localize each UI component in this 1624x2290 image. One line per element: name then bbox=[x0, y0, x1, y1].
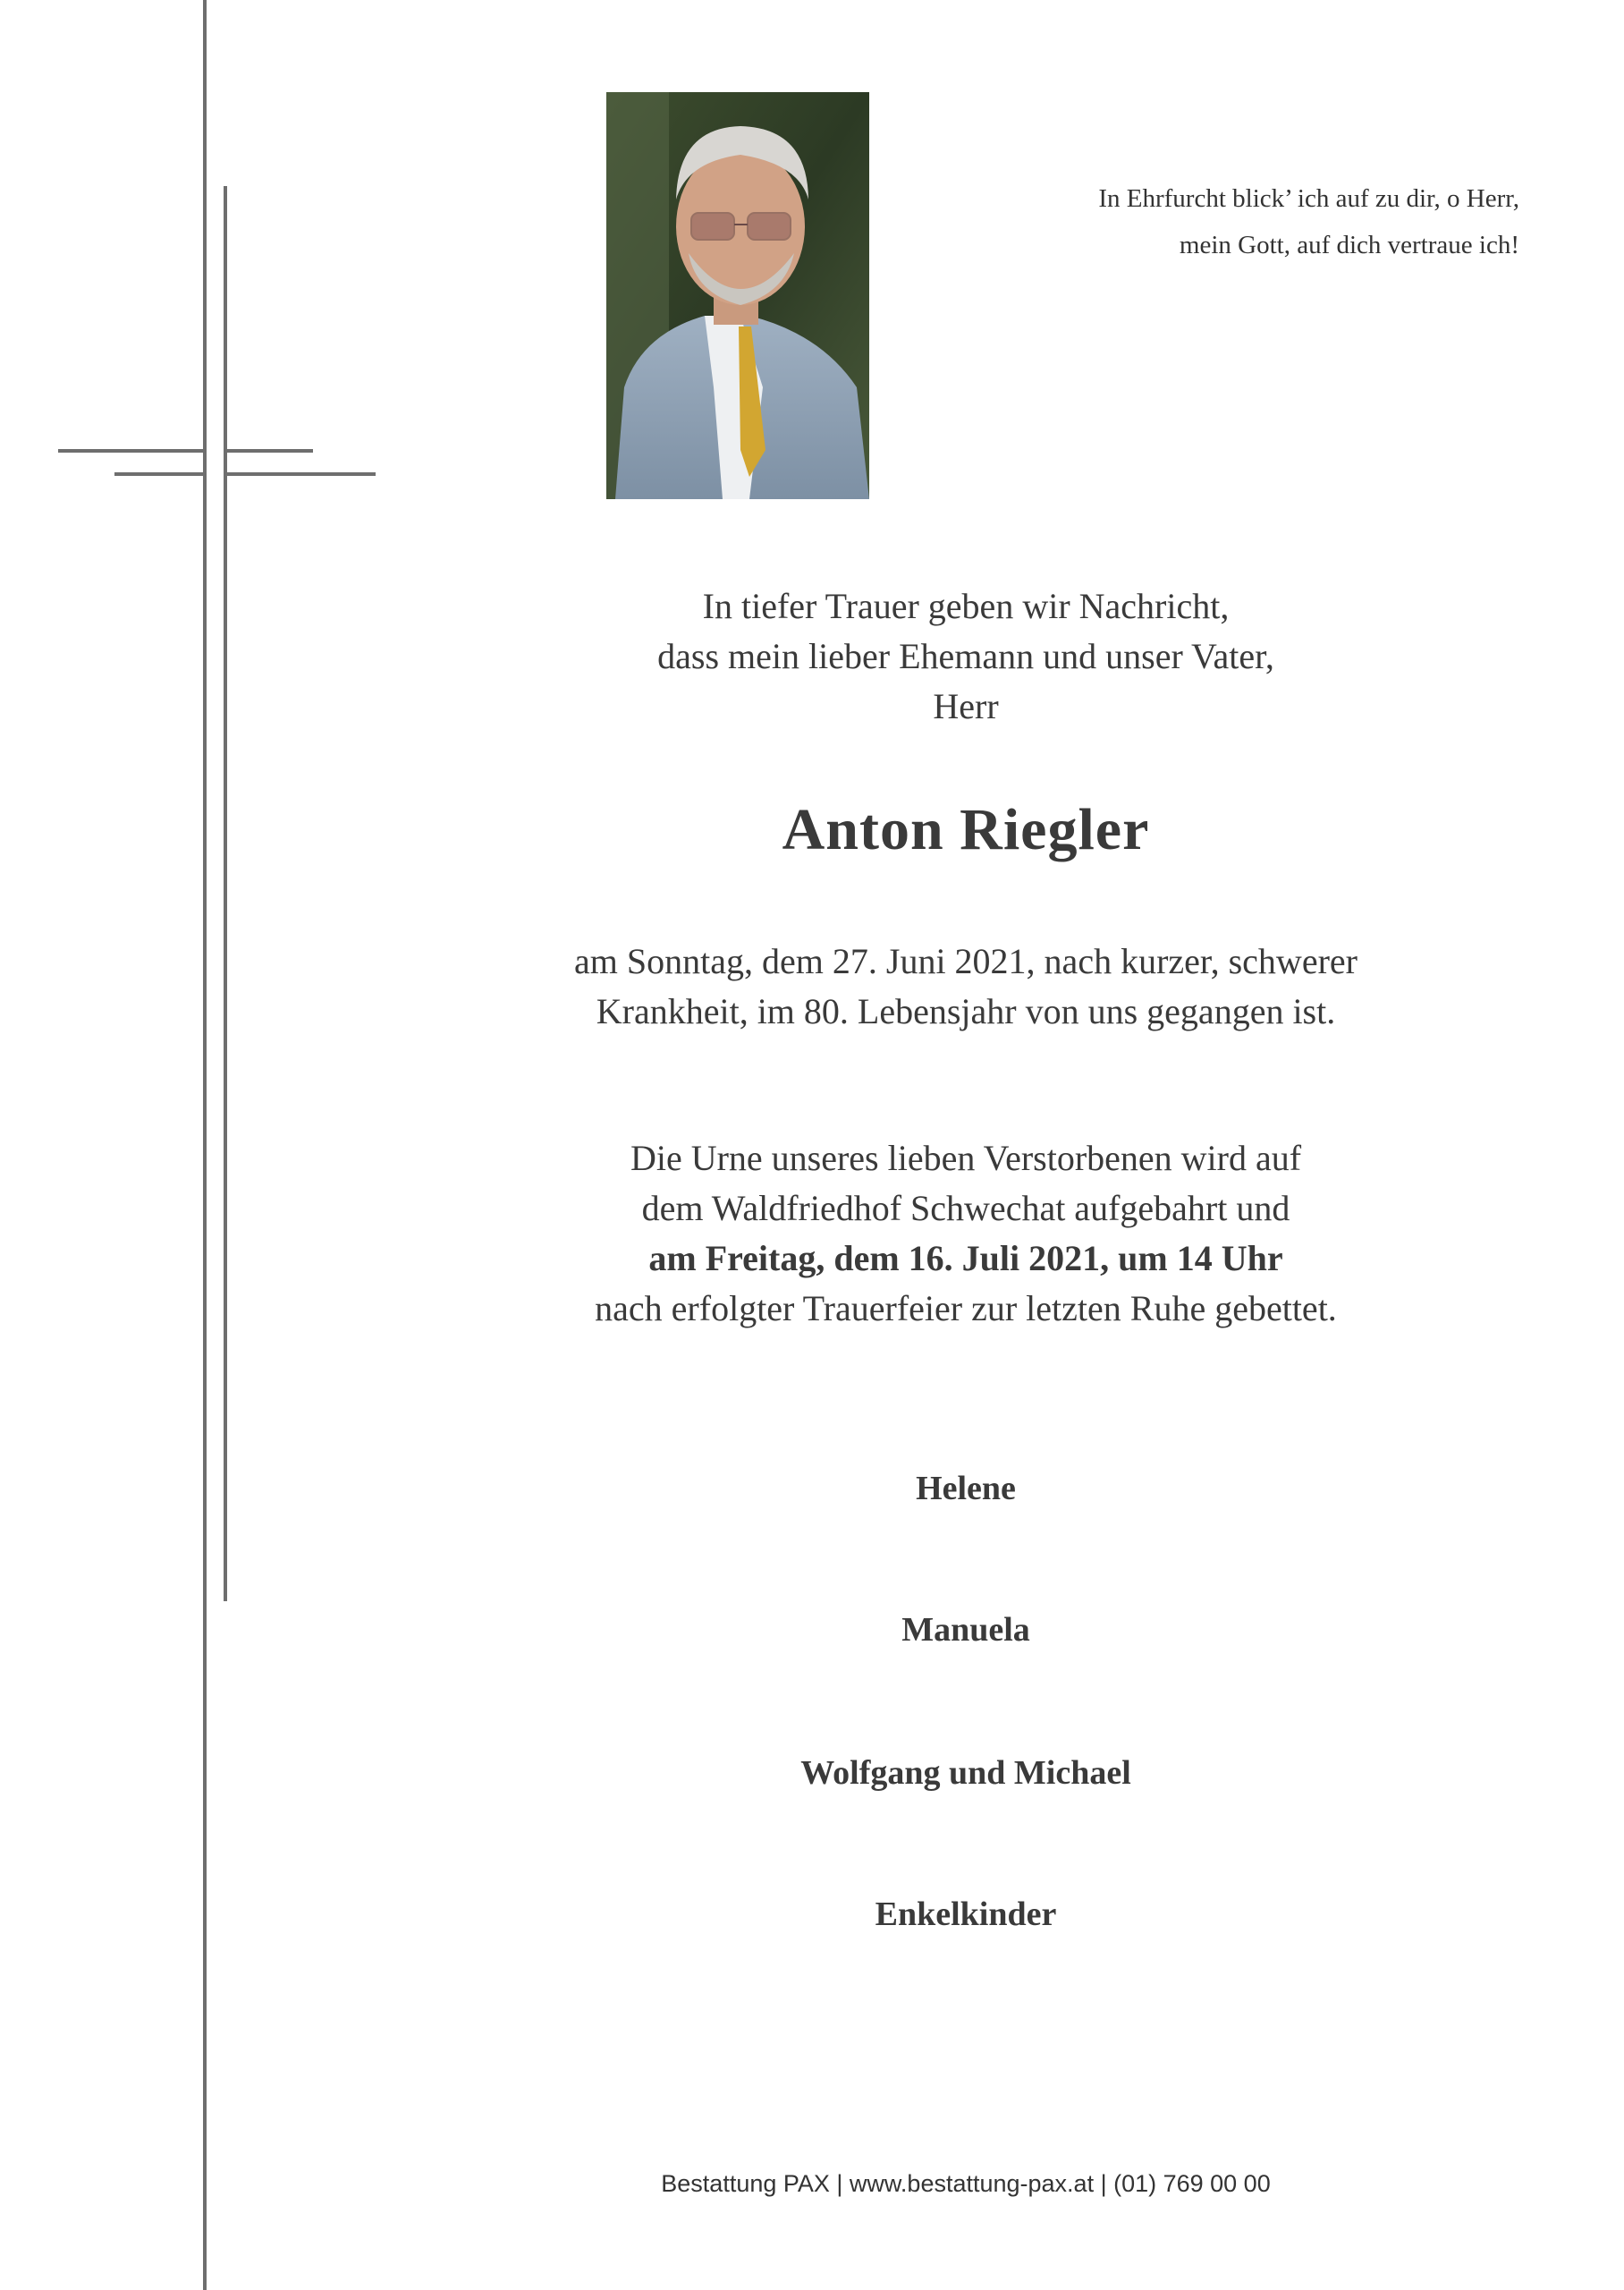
intro-text bbox=[501, 581, 1431, 732]
bible-verse bbox=[1098, 175, 1519, 268]
intro-line-1: In tiefer Trauer geben wir Nachricht, bbox=[702, 586, 1230, 626]
mourner-name: Helene bbox=[916, 1470, 1016, 1507]
verse-line-1: In Ehrfurcht blick’ ich auf zu dir, o Herr, bbox=[1098, 184, 1519, 213]
portrait-photo bbox=[606, 92, 869, 499]
funeral-line-2: dem Waldfriedhof Schwechat aufgebahrt und bbox=[641, 1188, 1290, 1228]
cross-upper-left-bar bbox=[58, 449, 207, 453]
death-notice bbox=[501, 937, 1431, 1037]
mourner-name: Wolfgang und Michael bbox=[800, 1754, 1131, 1792]
cross-long-vertical bbox=[203, 0, 207, 2290]
verse-line-2: mein Gott, auf dich vertraue ich! bbox=[1179, 231, 1519, 260]
mourner-name: Manuela bbox=[901, 1611, 1030, 1649]
cross-upper-right-bar bbox=[227, 449, 313, 453]
intro-line-3: Herr bbox=[933, 686, 999, 726]
funeral-info bbox=[501, 1133, 1431, 1334]
death-notice-line-2: Krankheit, im 80. Lebensjahr von uns gegangen ist. bbox=[596, 991, 1336, 1031]
deceased-name: Anton Riegler bbox=[782, 797, 1150, 862]
intro-line-2: dass mein lieber Ehemann und unser Vater, bbox=[657, 636, 1274, 676]
cross-lower-right-bar bbox=[227, 472, 376, 476]
cross-short-vertical bbox=[224, 186, 227, 1601]
funeral-line-4: nach erfolgter Trauerfeier zur letzten Ruhe gebettet. bbox=[595, 1288, 1337, 1328]
death-notice-line-1: am Sonntag, dem 27. Juni 2021, nach kurzer, schwerer bbox=[574, 941, 1358, 981]
footer-contact: Bestattung PAX | www.bestattung-pax.at | (01) 769 00 00 bbox=[661, 2170, 1271, 2197]
mourner-name: Enkelkinder bbox=[875, 1896, 1057, 1933]
funeral-line-1: Die Urne unseres lieben Verstorbenen wird auf bbox=[630, 1138, 1302, 1178]
funeral-date-line: am Freitag, dem 16. Juli 2021, um 14 Uhr bbox=[648, 1238, 1283, 1278]
cross-lower-left-bar bbox=[114, 472, 207, 476]
